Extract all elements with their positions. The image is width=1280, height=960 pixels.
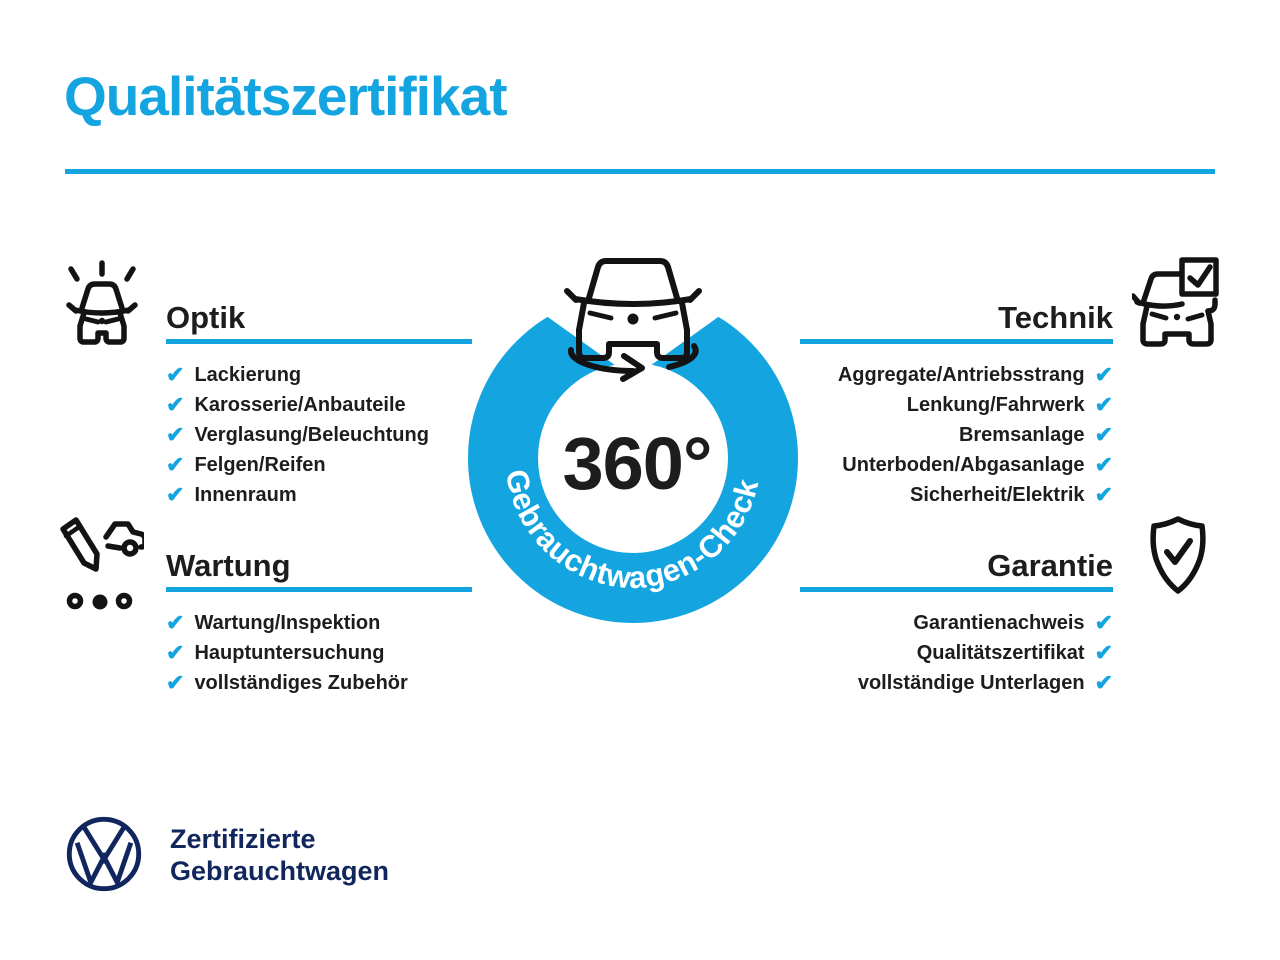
checklist-item-label: Qualitätszertifikat: [916, 641, 1085, 664]
section-divider-optik: [166, 339, 472, 344]
service-pencil-car-icon: [56, 512, 144, 617]
ring-label: Gebrauchtwagen-Check: [498, 466, 766, 596]
check-icon: ✔: [1094, 422, 1113, 447]
check-icon: ✔: [166, 670, 185, 695]
shiny-car-icon: [58, 256, 146, 351]
vw-logo: [60, 810, 148, 903]
checklist-item-label: Unterboden/Abgasanlage: [842, 453, 1085, 476]
check-icon: ✔: [166, 422, 185, 447]
checklist-item: [166, 360, 429, 390]
checklist-wartung: [166, 608, 408, 698]
section-divider-wartung: [166, 587, 472, 592]
check-icon: ✔: [166, 640, 185, 665]
checklist-item: [917, 638, 1113, 668]
checklist-item-label: Innenraum: [194, 483, 297, 506]
check-icon: ✔: [166, 452, 185, 477]
checklist-garantie: [858, 608, 1113, 698]
brand-line-2: Gebrauchtwagen: [170, 856, 390, 886]
car-checkbox-icon: [1132, 254, 1220, 355]
checklist-item: [166, 420, 429, 450]
checklist-item: [907, 390, 1113, 420]
check-icon: ✔: [1094, 670, 1113, 695]
checklist-item-label: Wartung/Inspektion: [194, 611, 381, 634]
checklist-item-label: Garantienachweis: [913, 611, 1085, 634]
checklist-item-label: Karosserie/Anbauteile: [194, 393, 406, 416]
checklist-item: [166, 638, 408, 668]
section-divider-garantie: [800, 587, 1113, 592]
checklist-item-label: Bremsanlage: [958, 423, 1085, 446]
check-icon: ✔: [166, 482, 185, 507]
check-icon: ✔: [1094, 362, 1113, 387]
checklist-item-label: Lackierung: [194, 363, 302, 386]
degrees-label: 360°: [562, 422, 712, 505]
check-icon: ✔: [1094, 482, 1113, 507]
checklist-item: [959, 420, 1113, 450]
checklist-item: [858, 668, 1113, 698]
checklist-item-label: Hauptuntersuchung: [194, 641, 385, 664]
checklist-item: [913, 608, 1113, 638]
checklist-item-label: Lenkung/Fahrwerk: [906, 393, 1085, 416]
section-title-technik: Technik: [998, 300, 1113, 335]
check-icon: ✔: [1094, 452, 1113, 477]
check-icon: ✔: [166, 362, 185, 387]
header-divider: [65, 169, 1215, 174]
checklist-item-label: Sicherheit/Elektrik: [910, 483, 1085, 506]
checklist-item: [166, 390, 429, 420]
checklist-technik: [838, 360, 1113, 510]
checklist-item: [910, 480, 1113, 510]
section-title-optik: Optik: [166, 300, 246, 335]
check-icon: ✔: [166, 610, 185, 635]
checklist-item: [842, 450, 1113, 480]
360-check-badge: [455, 240, 815, 645]
checklist-item: [166, 608, 408, 638]
checklist-item-label: vollständiges Zubehör: [194, 671, 408, 694]
checklist-item-label: Verglasung/Beleuchtung: [194, 423, 429, 446]
check-icon: ✔: [1094, 610, 1113, 635]
checklist-optik: [166, 360, 429, 510]
check-icon: ✔: [166, 392, 185, 417]
checklist-item-label: Aggregate/Antriebsstrang: [837, 363, 1085, 386]
checklist-item: [838, 360, 1113, 390]
checklist-item-label: Felgen/Reifen: [194, 453, 326, 476]
checklist-item: [166, 450, 429, 480]
checklist-item-label: vollständige Unterlagen: [857, 671, 1085, 694]
section-divider-technik: [800, 339, 1113, 344]
checklist-item: [166, 668, 408, 698]
brand-line-1: Zertifizierte: [170, 824, 316, 854]
check-icon: ✔: [1094, 640, 1113, 665]
page-title: Qualitätszertifikat: [64, 65, 507, 127]
check-icon: ✔: [1094, 392, 1113, 417]
shield-check-icon: [1146, 514, 1210, 605]
checklist-item: [166, 480, 429, 510]
section-title-wartung: Wartung: [166, 548, 291, 583]
section-title-garantie: Garantie: [987, 548, 1113, 583]
